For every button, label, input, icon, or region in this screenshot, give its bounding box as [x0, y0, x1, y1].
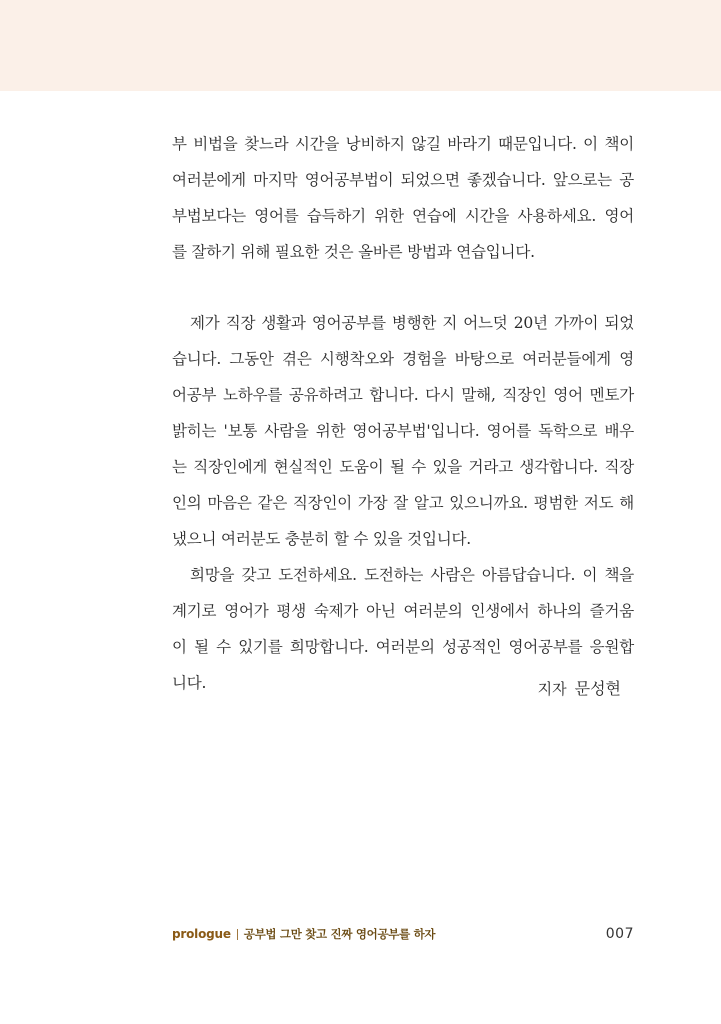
paragraph-gap	[172, 270, 634, 305]
section-label: prologue	[172, 927, 231, 941]
body-line: 여러분에게 마지막 영어공부법이 되었으면 좋겠습니다. 앞으로는 공	[172, 171, 634, 189]
running-title	[172, 926, 435, 942]
body-line: 는 직장인에게 현실적인 도움이 될 수 있을 거라고 생각합니다. 직장	[172, 458, 634, 476]
page-body	[172, 126, 634, 701]
author-signature	[538, 676, 621, 699]
page-number: 007	[605, 926, 634, 942]
body-line: 습니다. 그동안 겪은 시행착오와 경험을 바탕으로 여러분들에게 영	[172, 350, 634, 368]
body-line: 어공부 노하우를 공유하려고 합니다. 다시 말해, 직장인 영어 멘토가	[172, 386, 634, 404]
footer-divider	[237, 929, 238, 940]
top-band	[0, 0, 721, 91]
body-line: 를 잘하기 위해 필요한 것은 올바른 방법과 연습입니다.	[172, 243, 535, 261]
body-line: 제가 직장 생활과 영어공부를 병행한 지 어느덧 20년 가까이 되었	[190, 314, 634, 332]
body-line: 부 비법을 찾느라 시간을 낭비하지 않길 바라기 때문입니다. 이 책이	[172, 135, 634, 153]
body-line: 계기로 영어가 평생 숙제가 아닌 여러분의 인생에서 하나의 즐거움	[172, 602, 634, 620]
body-line: 부법보다는 영어를 습득하기 위한 연습에 시간을 사용하세요. 영어	[172, 207, 634, 225]
body-line: 이 될 수 있기를 희망합니다. 여러분의 성공적인 영어공부를 응원합	[172, 638, 634, 656]
author-label: 지자	[537, 680, 567, 698]
body-line: 니다.	[172, 674, 207, 692]
body-line: 밝히는 '보통 사람을 위한 영어공부법'입니다. 영어를 독학으로 배우	[172, 422, 634, 440]
page-footer	[172, 922, 634, 946]
book-title: 공부법 그만 찾고 진짜 영어공부를 하자	[243, 927, 436, 941]
body-line: 희망을 갖고 도전하세요. 도전하는 사람은 아름답습니다. 이 책을	[190, 566, 634, 584]
author-name: 문성현	[574, 679, 621, 698]
body-line: 인의 마음은 같은 직장인이 가장 잘 알고 있으니까요. 평범한 저도 해	[172, 494, 634, 512]
body-line: 냈으니 여러분도 충분히 할 수 있을 것입니다.	[172, 530, 472, 548]
